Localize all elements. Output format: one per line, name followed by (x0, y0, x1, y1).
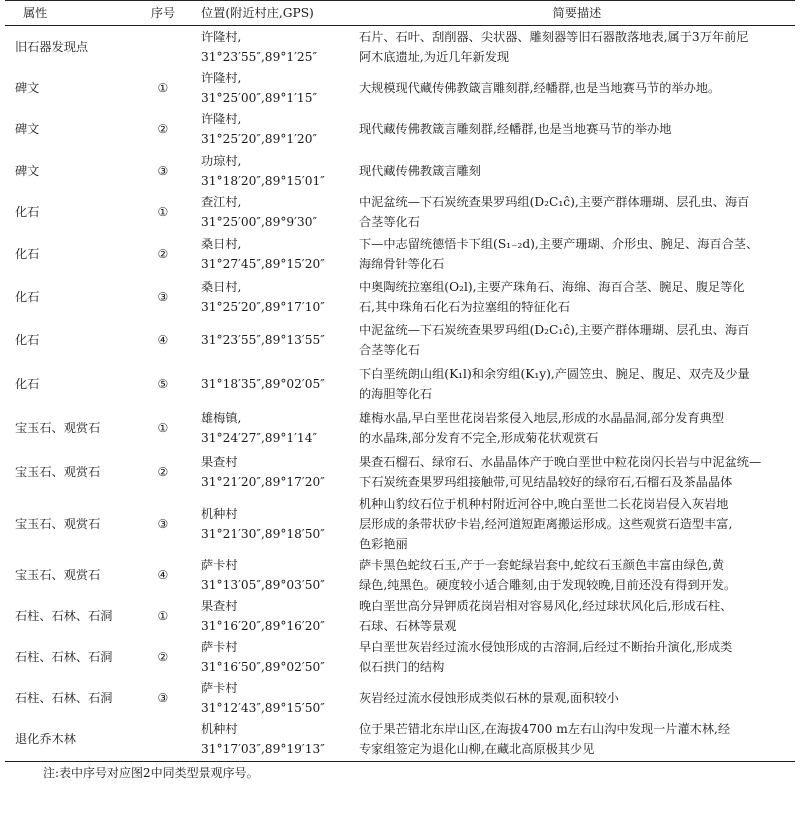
location-gps: 31°12′43″,89°15′50″ (201, 700, 325, 715)
cell-location (199, 108, 359, 150)
cell-attribute: 化石 (15, 376, 40, 391)
cell-location (199, 232, 359, 276)
cell-location (199, 362, 359, 406)
cell-location (199, 276, 359, 318)
table-row (5, 150, 795, 192)
table-row (5, 26, 795, 68)
cell-attribute: 化石 (15, 204, 40, 219)
location-village: 功琼村, (201, 153, 242, 168)
cell-description (359, 494, 795, 554)
description-line: 石球、石林等景观 (359, 618, 457, 633)
table-body (5, 26, 795, 762)
location-gps: 31°25′00″,89°9′30″ (201, 214, 317, 229)
cell-location (199, 318, 359, 362)
cell-location (199, 554, 359, 596)
location-village: 许隆村, (201, 29, 242, 44)
description-line: 的水晶珠,部分发育不完全,形成菊花状观赏石 (359, 430, 599, 445)
location-gps: 31°18′35″,89°02′05″ (201, 376, 325, 391)
cell-number: ① (157, 80, 169, 95)
header-attribute: 属性 (5, 1, 127, 26)
location-gps: 31°23′55″,89°13′55″ (201, 332, 325, 347)
cell-attribute: 旧石器发现点 (15, 39, 89, 54)
location-village: 机种村 (201, 722, 238, 737)
cell-number: ② (157, 121, 169, 136)
location-village: 许隆村, (201, 111, 242, 126)
location-gps: 31°24′27″,89°1′14″ (201, 430, 317, 445)
description-line: 专家组签定为退化山柳,在藏北高原极其少见 (359, 742, 595, 757)
header-number: 序号 (127, 1, 199, 26)
location-village: 雄梅镇, (201, 410, 242, 425)
table-row (5, 276, 795, 318)
cell-description (359, 678, 795, 718)
cell-attribute: 宝玉石、观赏石 (15, 464, 101, 479)
location-gps: 31°16′20″,89°16′20″ (201, 618, 325, 633)
cell-location (199, 68, 359, 108)
description-line: 现代藏传佛教箴言雕刻 (359, 163, 481, 178)
cell-number (127, 26, 199, 68)
location-gps: 31°17′03″,89°19′13″ (201, 742, 325, 757)
location-village: 果查村 (201, 454, 238, 469)
location-gps: 31°25′00″,89°1′15″ (201, 90, 317, 105)
cell-description (359, 26, 795, 68)
cell-description (359, 318, 795, 362)
cell-description (359, 362, 795, 406)
cell-description (359, 68, 795, 108)
description-line: 晚白垩世高分异钾质花岗岩相对容易风化,经过球状风化后,形成石柱、 (359, 598, 733, 613)
table-row (5, 554, 795, 596)
location-gps: 31°13′05″,89°03′50″ (201, 577, 325, 592)
cell-description (359, 192, 795, 232)
cell-number: ② (157, 649, 169, 664)
cell-attribute: 化石 (15, 332, 40, 347)
location-gps: 31°16′50″,89°02′50″ (201, 659, 325, 674)
cell-location (199, 192, 359, 232)
description-line: 现代藏传佛教箴言雕刻群,经幡群,也是当地赛马节的举办地 (359, 121, 672, 136)
location-gps: 31°23′55″,89°1′25″ (201, 49, 317, 64)
description-line: 海绵骨针等化石 (359, 256, 445, 271)
description-line: 雄梅水晶,早白垩世花岗岩浆侵入地层,形成的水晶晶洞,部分发育典型 (359, 410, 725, 425)
table-row (5, 678, 795, 718)
description-line: 位于果芒错北东岸山区,在海拔4700 m左右山沟中发现一片灌木林,经 (359, 722, 731, 737)
description-line: 石,其中珠角石化石为拉塞组的特征化石 (359, 299, 571, 314)
description-line: 下—中志留统德悟卡下组(S₁₋₂d),主要产珊瑚、介形虫、腕足、海百合茎、 (359, 236, 759, 251)
cell-number: ④ (157, 332, 169, 347)
table-note: 注:表中序号对应图2中同类型景观序号。 (43, 766, 259, 780)
description-line: 萨卡黑色蛇纹石玉,产于一套蛇绿岩套中,蛇纹石玉颜色丰富由绿色,黄 (359, 557, 725, 572)
location-gps: 31°25′20″,89°1′20″ (201, 131, 317, 146)
cell-number: ③ (157, 289, 169, 304)
header-description: 简要描述 (359, 1, 795, 26)
cell-location (199, 406, 359, 450)
cell-location (199, 596, 359, 636)
table-row (5, 318, 795, 362)
cell-description (359, 450, 795, 494)
description-line: 灰岩经过流水侵蚀形成类似石林的景观,面积较小 (359, 690, 619, 705)
description-line: 合茎等化石 (359, 214, 420, 229)
cell-number: ⑤ (157, 376, 169, 391)
cell-number: ① (157, 608, 169, 623)
landscape-table (5, 0, 795, 762)
description-line: 下白垩统朗山组(K₁l)和余穷组(K₁y),产圆笠虫、腕足、腹足、双壳及少量 (359, 366, 750, 381)
description-line: 阿木底遗址,为近几年新发现 (359, 49, 510, 64)
table-row (5, 718, 795, 762)
cell-attribute: 宝玉石、观赏石 (15, 567, 101, 582)
description-line: 似石拱门的结构 (359, 659, 445, 674)
cell-attribute: 宝玉石、观赏石 (15, 516, 101, 531)
description-line: 的海胆等化石 (359, 386, 433, 401)
description-line: 层形成的条带状矽卡岩,经河道短距离搬运形成。这些观赏石造型丰富, (359, 516, 733, 531)
location-village: 许隆村, (201, 70, 242, 85)
cell-number: ③ (157, 516, 169, 531)
cell-number (127, 718, 199, 762)
cell-number: ③ (157, 163, 169, 178)
table-row (5, 494, 795, 554)
cell-location (199, 718, 359, 762)
cell-description (359, 276, 795, 318)
cell-description (359, 636, 795, 678)
cell-attribute: 碑文 (15, 163, 40, 178)
description-line: 中泥盆统—下石炭统查果罗玛组(D₂C₁ĉ),主要产群体珊瑚、层孔虫、海百 (359, 194, 750, 209)
description-line: 色彩艳丽 (359, 536, 408, 551)
cell-attribute: 化石 (15, 289, 40, 304)
cell-attribute: 碑文 (15, 80, 40, 95)
location-gps: 31°18′20″,89°15′01″ (201, 173, 325, 188)
cell-attribute: 宝玉石、观赏石 (15, 420, 101, 435)
cell-attribute: 石柱、石林、石洞 (15, 690, 113, 705)
location-village: 萨卡村 (201, 557, 238, 572)
cell-number: ① (157, 420, 169, 435)
table-row (5, 108, 795, 150)
cell-description (359, 150, 795, 192)
cell-location (199, 678, 359, 718)
cell-attribute: 碑文 (15, 121, 40, 136)
location-village: 果查村 (201, 598, 238, 613)
location-village: 萨卡村 (201, 680, 238, 695)
description-line: 果查石榴石、绿帘石、水晶晶体产于晚白垩世中粒花岗闪长岩与中泥盆统— (359, 454, 762, 469)
cell-location (199, 26, 359, 68)
description-line: 绿色,纯黑色。硬度较小适合雕刻,由于发现较晚,目前还没有得到开发。 (359, 577, 737, 592)
location-village: 查江村, (201, 194, 242, 209)
location-village: 桑日村, (201, 279, 242, 294)
description-line: 早白垩世灰岩经过流水侵蚀形成的古溶洞,后经过不断抬升演化,形成类 (359, 639, 733, 654)
cell-description (359, 406, 795, 450)
description-line: 石片、石叶、刮削器、尖状器、雕刻器等旧石器散落地表,属于3万年前尼 (359, 29, 749, 44)
cell-attribute: 退化乔木林 (5, 718, 127, 762)
table-row (5, 596, 795, 636)
location-gps: 31°21′20″,89°17′20″ (201, 474, 325, 489)
description-line: 合茎等化石 (359, 342, 420, 357)
table-row (5, 406, 795, 450)
header-row (5, 1, 795, 26)
cell-attribute: 化石 (15, 246, 40, 261)
location-gps: 31°21′30″,89°18′50″ (201, 526, 325, 541)
cell-number: ④ (157, 567, 169, 582)
cell-description (359, 718, 795, 762)
cell-description (359, 232, 795, 276)
description-line: 机种山豹纹石位于机种村附近河谷中,晚白垩世二长花岗岩侵入灰岩地 (359, 496, 729, 511)
table-wrapper (5, 0, 795, 781)
table-row (5, 450, 795, 494)
table-row (5, 232, 795, 276)
description-line: 大规模现代藏传佛教箴言雕刻群,经幡群,也是当地赛马节的举办地。 (359, 80, 721, 95)
cell-number: ③ (157, 690, 169, 705)
cell-location (199, 150, 359, 192)
table-row (5, 636, 795, 678)
cell-description (359, 108, 795, 150)
location-village: 机种村 (201, 506, 238, 521)
description-line: 中泥盆统—下石炭统查果罗玛组(D₂C₁ĉ),主要产群体珊瑚、层孔虫、海百 (359, 322, 750, 337)
cell-description (359, 596, 795, 636)
cell-description (359, 554, 795, 596)
location-gps: 31°27′45″,89°15′20″ (201, 256, 325, 271)
cell-number: ① (157, 204, 169, 219)
cell-location (199, 636, 359, 678)
cell-number: ② (157, 246, 169, 261)
location-village: 萨卡村 (201, 639, 238, 654)
location-village: 桑日村, (201, 236, 242, 251)
cell-attribute: 石柱、石林、石洞 (15, 649, 113, 664)
table-row (5, 192, 795, 232)
cell-location (199, 450, 359, 494)
table-row (5, 362, 795, 406)
description-line: 中奥陶统拉塞组(O₂l),主要产珠角石、海绵、海百合茎、腕足、腹足等化 (359, 279, 745, 294)
header-location: 位置(附近村庄,GPS) (199, 1, 359, 26)
description-line: 下石炭统查果罗玛组接触带,可见结晶较好的绿帘石,石榴石及茶晶晶体 (359, 474, 733, 489)
location-gps: 31°25′20″,89°17′10″ (201, 299, 325, 314)
cell-attribute: 石柱、石林、石洞 (15, 608, 113, 623)
table-row (5, 68, 795, 108)
cell-location (199, 494, 359, 554)
cell-number: ② (157, 464, 169, 479)
